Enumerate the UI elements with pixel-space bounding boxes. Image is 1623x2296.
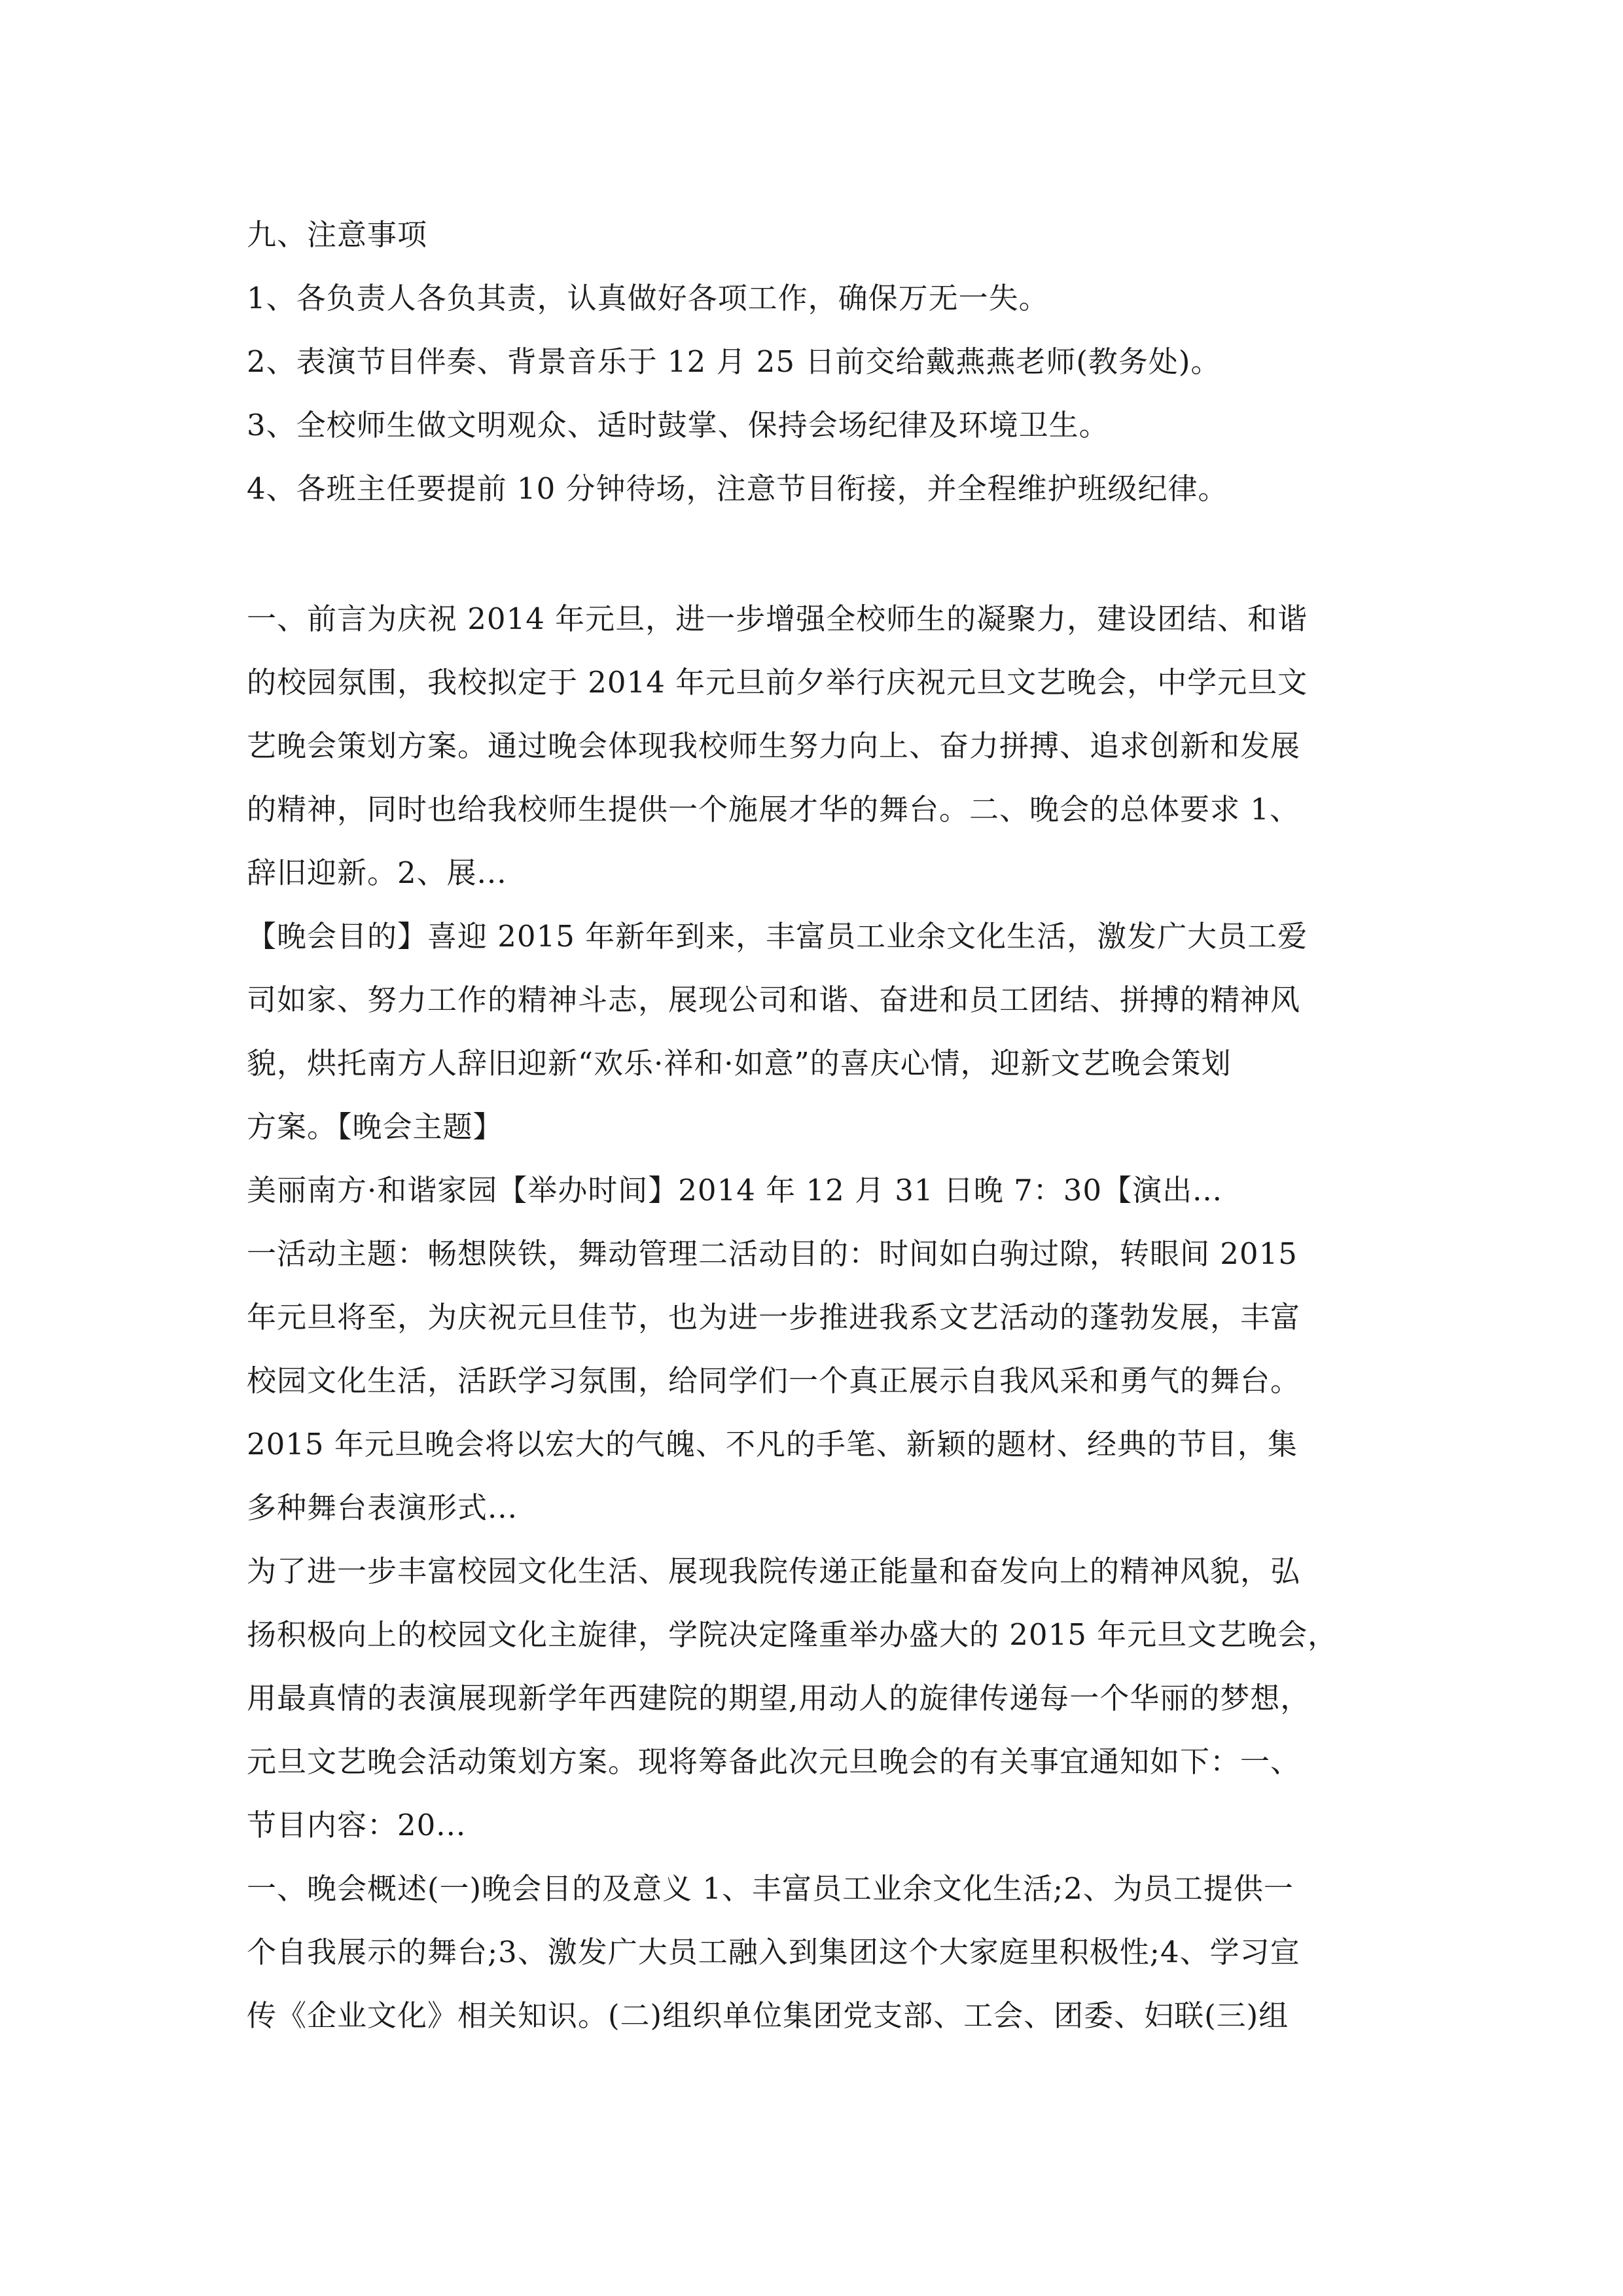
body-line: 辞旧迎新。2、展... <box>247 855 507 890</box>
body-line: 【晚会目的】喜迎 2015 年新年到来，丰富员工业余文化生活，激发广大员工爱 <box>247 919 1308 954</box>
body-line: 2015 年元旦晚会将以宏大的气魄、不凡的手笔、新颖的题材、经典的节目，集 <box>247 1427 1298 1462</box>
note-item: 3、全校师生做文明观众、适时鼓掌、保持会场纪律及环境卫生。 <box>247 408 1109 442</box>
body-line: 艺晚会策划方案。通过晚会体现我校师生努力向上、奋力拼搏、追求创新和发展 <box>247 728 1301 763</box>
body-line: 貌，烘托南方人辞旧迎新“欢乐·祥和·如意”的喜庆心情，迎新文艺晚会策划 <box>247 1046 1232 1081</box>
note-item: 1、各负责人各负其责，认真做好各项工作，确保万无一失。 <box>247 281 1049 315</box>
body-line: 一活动主题：畅想陕铁，舞动管理二活动目的：时间如白驹过隙，转眼间 2015 <box>247 1236 1298 1271</box>
body-line: 一、前言为庆祝 2014 年元旦，进一步增强全校师生的凝聚力，建设团结、和谐 <box>247 601 1308 636</box>
note-item: 4、各班主任要提前 10 分钟待场，注意节目衔接，并全程维护班级纪律。 <box>247 471 1228 506</box>
body-line: 多种舞台表演形式... <box>247 1490 518 1525</box>
body-line: 个自我展示的舞台;3、激发广大员工融入到集团这个大家庭里积极性;4、学习宣 <box>247 1935 1300 1969</box>
body-text <box>247 587 1427 2047</box>
body-line: 的精神，同时也给我校师生提供一个施展才华的舞台。二、晚会的总体要求 1、 <box>247 792 1300 827</box>
body-line: 扬积极向上的校园文化主旋律，学院决定隆重举办盛大的 2015 年元旦文艺晚会， <box>247 1617 1338 1652</box>
note-item: 2、表演节目伴奏、背景音乐于 12 月 25 日前交给戴燕燕老师(教务处)。 <box>247 344 1221 379</box>
body-line: 一、晚会概述(一)晚会目的及意义 1、丰富员工业余文化生活;2、为员工提供一 <box>247 1871 1294 1906</box>
body-line: 的校园氛围，我校拟定于 2014 年元旦前夕举行庆祝元旦文艺晚会，中学元旦文 <box>247 665 1308 700</box>
section-title: 九、注意事项 <box>247 217 428 252</box>
body-line: 用最真情的表演展现新学年西建院的期望,用动人的旋律传递每一个华丽的梦想， <box>247 1681 1311 1715</box>
body-line: 方案。【晚会主题】 <box>247 1109 503 1144</box>
body-line: 为了进一步丰富校园文化生活、展现我院传递正能量和奋发向上的精神风貌，弘 <box>247 1554 1301 1588</box>
body-line: 年元旦将至，为庆祝元旦佳节，也为进一步推进我系文艺活动的蓬勃发展，丰富 <box>247 1300 1301 1335</box>
body-line: 传《企业文化》相关知识。(二)组织单位集团党支部、工会、团委、妇联(三)组 <box>247 1998 1289 2033</box>
body-line: 校园文化生活，活跃学习氛围，给同学们一个真正展示自我风采和勇气的舞台。 <box>247 1363 1301 1398</box>
body-line: 司如家、努力工作的精神斗志，展现公司和谐、奋进和员工团结、拼搏的精神风 <box>247 982 1301 1017</box>
notes-list <box>247 266 1427 520</box>
body-line: 美丽南方·和谐家园【举办时间】2014 年 12 月 31 日晚 7：30【演出... <box>247 1173 1222 1208</box>
paragraph-gap <box>247 520 1427 587</box>
body-line: 元旦文艺晚会活动策划方案。现将筹备此次元旦晚会的有关事宜通知如下：一、 <box>247 1744 1301 1779</box>
body-line: 节目内容：20... <box>247 1808 467 1842</box>
